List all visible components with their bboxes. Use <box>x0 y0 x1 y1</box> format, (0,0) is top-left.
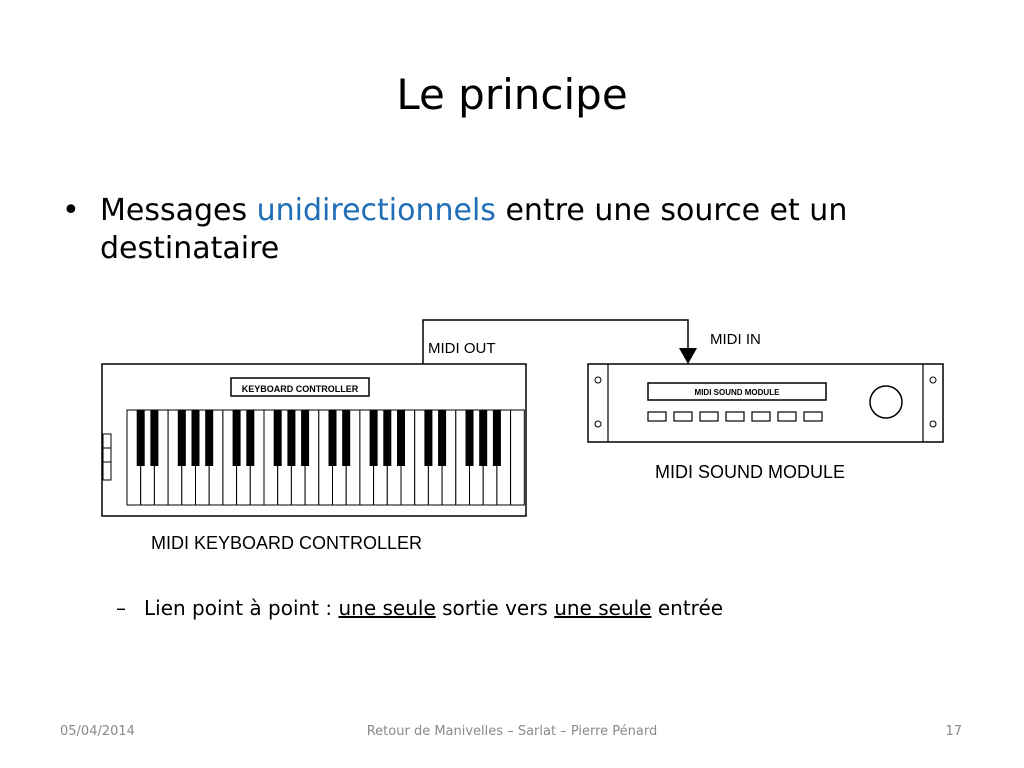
sub-bullet-marker: – <box>116 596 126 620</box>
bullet-text <box>100 192 960 268</box>
sub-text-underline1: une seule <box>338 596 436 620</box>
black-key <box>233 410 241 466</box>
black-key <box>192 410 200 466</box>
black-key <box>342 410 350 466</box>
module-button <box>648 412 666 421</box>
bullet-text-end: entre une source et un destinataire <box>100 193 848 266</box>
black-key <box>438 410 446 466</box>
sub-text-underline2: une seule <box>554 596 652 620</box>
midi-out-label: MIDI OUT <box>428 340 496 357</box>
black-key <box>466 410 474 466</box>
footer-date: 05/04/2014 <box>60 724 135 739</box>
black-key <box>178 410 186 466</box>
sub-bullet-text <box>144 594 723 622</box>
module-display-label: MIDI SOUND MODULE <box>694 388 780 397</box>
keyboard-controller <box>102 364 526 516</box>
white-keys <box>127 410 524 505</box>
keyboard-display-label: KEYBOARD CONTROLLER <box>241 384 359 394</box>
black-key <box>137 410 145 466</box>
black-key <box>424 410 432 466</box>
module-button <box>804 412 822 421</box>
bullet-marker: • <box>62 193 80 228</box>
module-button <box>700 412 718 421</box>
black-key <box>246 410 254 466</box>
module-button <box>778 412 796 421</box>
module-button <box>726 412 744 421</box>
black-key <box>329 410 337 466</box>
volume-knob-icon <box>870 386 902 418</box>
black-key <box>205 410 213 466</box>
midi-diagram <box>95 312 955 562</box>
module-button <box>752 412 770 421</box>
white-key <box>511 410 525 505</box>
black-key <box>383 410 391 466</box>
sub-text-part2: sortie vers <box>435 596 555 620</box>
sound-module <box>588 364 943 442</box>
black-key <box>274 410 282 466</box>
black-key <box>370 410 378 466</box>
black-key <box>479 410 487 466</box>
bullet-highlight: unidirectionnels <box>256 193 496 228</box>
module-buttons <box>648 412 822 421</box>
arrow-down-icon <box>679 348 697 364</box>
footer-page-number: 17 <box>945 724 962 739</box>
module-caption: MIDI SOUND MODULE <box>655 462 846 482</box>
black-key <box>150 410 158 466</box>
black-key <box>493 410 501 466</box>
module-button <box>674 412 692 421</box>
black-key <box>397 410 405 466</box>
black-key <box>287 410 295 466</box>
bullet-text-start: Messages <box>100 193 257 228</box>
keyboard-caption: MIDI KEYBOARD CONTROLLER <box>151 533 423 553</box>
sub-text-part1: Lien point à point : <box>144 596 339 620</box>
midi-in-label: MIDI IN <box>710 331 761 348</box>
footer-title: Retour de Manivelles – Sarlat – Pierre Pénard <box>366 724 658 739</box>
sub-text-part3: entrée <box>651 596 724 620</box>
black-key <box>301 410 309 466</box>
slide-title: Le principe <box>396 70 628 119</box>
